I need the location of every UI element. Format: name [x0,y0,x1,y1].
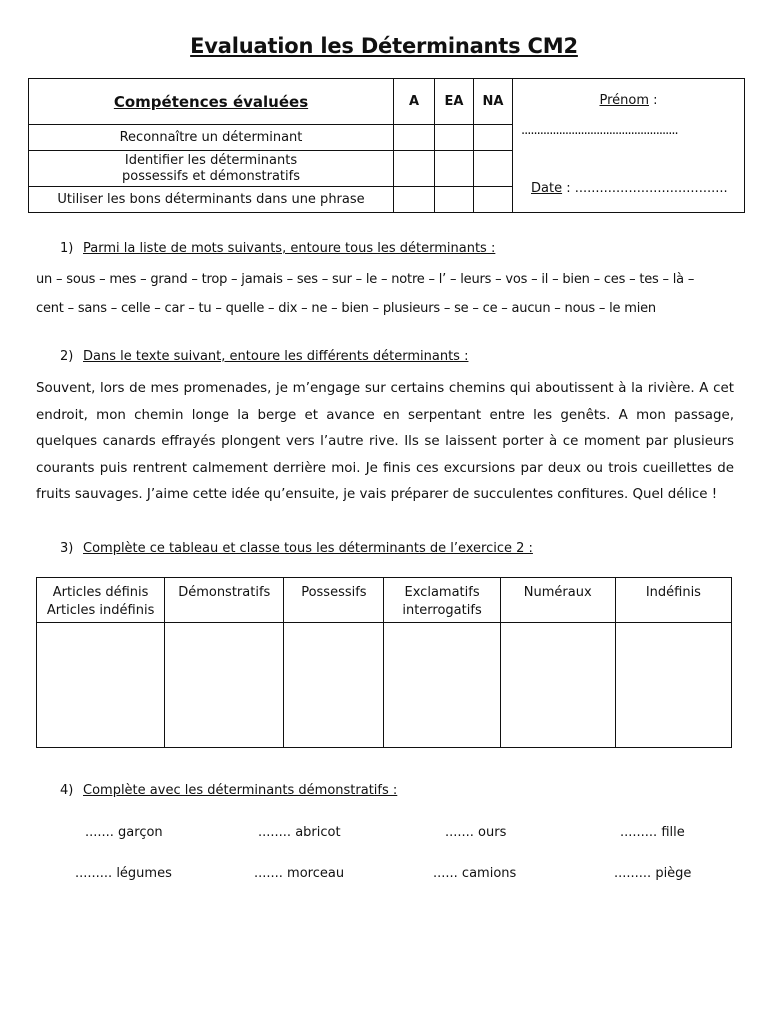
column-header: Indéfinis [615,578,731,623]
competence-item: Utiliser les bons déterminants dans une phrase [29,187,394,213]
check-cell[interactable] [394,187,435,213]
fill-blank-item[interactable]: ......... fille [620,825,685,840]
column-header: Articles définis Articles indéfinis [37,578,165,623]
fill-blank-item[interactable]: ....... morceau [254,866,345,881]
check-cell[interactable] [435,151,474,187]
check-cell[interactable] [474,187,513,213]
answer-cell[interactable] [37,623,165,748]
page-title: Evaluation les Déterminants CM2 [190,34,578,58]
column-header: Exclamatifs interrogatifs [384,578,500,623]
answer-cell[interactable] [284,623,384,748]
check-cell[interactable] [394,125,435,151]
level-a: A [394,79,435,125]
question-4: 4) Complète avec les déterminants démonstratifs : [60,783,398,798]
student-info [513,79,745,213]
fill-blank-item[interactable]: ........ abricot [258,825,341,840]
word-list-line-1: un – sous – mes – grand – trop – jamais – ses – sur – le – notre – l’ – leurs – vos – il – bien – ces – tes – là – [36,272,695,287]
competence-item: Identifier les déterminants possessifs et démonstratifs [29,151,394,187]
competence-item: Reconnaître un déterminant [29,125,394,151]
answer-cell[interactable] [165,623,284,748]
prenom-label: Prénom : [599,93,658,108]
answer-cell[interactable] [500,623,615,748]
competences-table [28,78,745,213]
fill-blank-item[interactable]: ...... camions [433,866,517,881]
exercise-text: Souvent, lors de mes promenades, je m’engage sur certains chemins qui aboutissent à la rivière. A cet endroit, mon chemin longe la berge et avance en serpentant entre les genêts. A mon passage, quelques canards effrayés plongent vers l’autre rive. Ils se laissent porter à ce moment par plusieurs courants puis rentrent calmement derrière moi. Je finis ces excursions par deux ou trois cueillettes de fruits sauvages. J’aime cette idée qu’ensuite, je vais préparer de succulentes confitures. Quel délice ! [36,381,734,503]
fill-blank-item[interactable]: ......... légumes [75,866,172,881]
check-cell[interactable] [435,187,474,213]
answer-cell[interactable] [384,623,500,748]
level-ea: EA [435,79,474,125]
column-header: Démonstratifs [165,578,284,623]
check-cell[interactable] [435,125,474,151]
level-na: NA [474,79,513,125]
question-3-instruction: Complète ce tableau et classe tous les déterminants de l’exercice 2 : [83,541,533,556]
answer-cell[interactable] [615,623,731,748]
fill-blank-item[interactable]: ....... garçon [85,825,163,840]
check-cell[interactable] [394,151,435,187]
question-2-instruction: Dans le texte suivant, entoure les différents déterminants : [83,349,469,364]
question-1-instruction: Parmi la liste de mots suivants, entoure tous les déterminants : [83,241,496,256]
competences-header: Compétences évaluées [29,79,394,125]
column-header: Possessifs [284,578,384,623]
fill-blank-item[interactable]: ....... ours [445,825,507,840]
classification-table [36,577,732,748]
date-field[interactable]: Date : ..................................... [531,181,728,196]
word-list-line-2: cent – sans – celle – car – tu – quelle – dix – ne – bien – plusieurs – se – ce – aucun – nous – le mien [36,301,656,316]
check-cell[interactable] [474,151,513,187]
question-3: 3) Complète ce tableau et classe tous les déterminants de l’exercice 2 : [60,541,533,556]
check-cell[interactable] [474,125,513,151]
column-header: Numéraux [500,578,615,623]
fill-blank-item[interactable]: ......... piège [614,866,692,881]
prenom-field[interactable]: .................................................. [521,123,678,138]
question-1: 1) Parmi la liste de mots suivants, entoure tous les déterminants : [60,241,496,256]
question-4-instruction: Complète avec les déterminants démonstratifs : [83,783,398,798]
question-2: 2) Dans le texte suivant, entoure les différents déterminants : [60,349,469,364]
